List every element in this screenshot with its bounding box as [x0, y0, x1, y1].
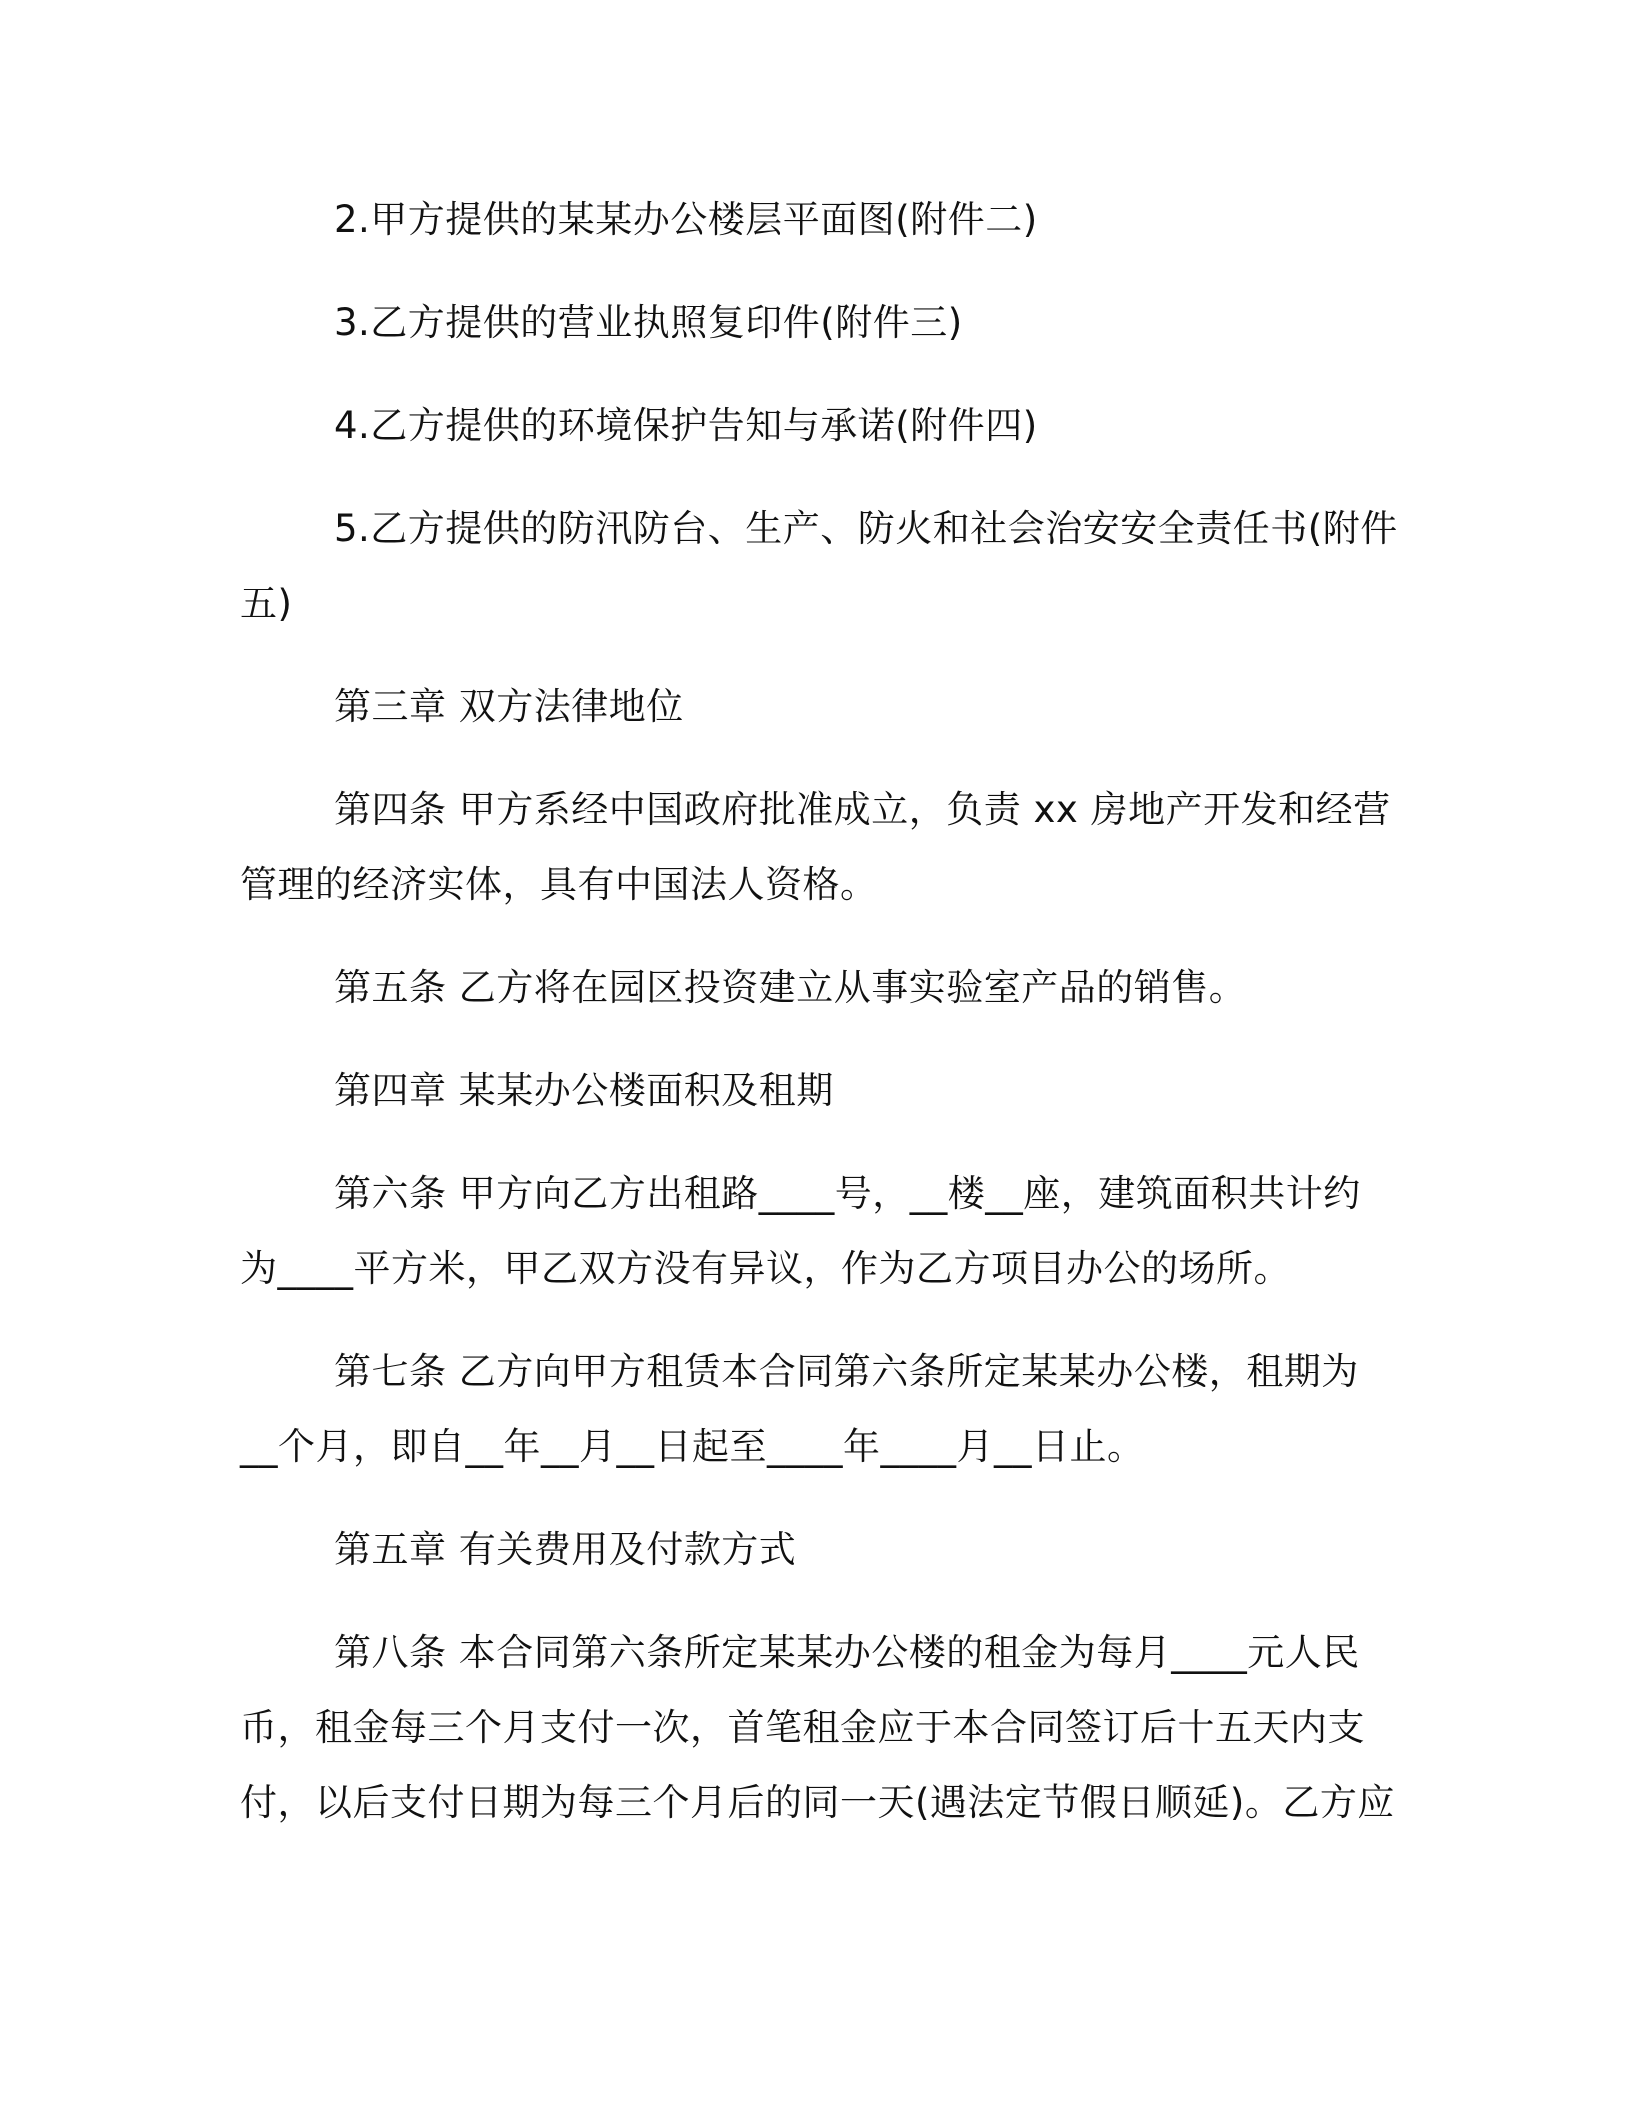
article-4-line-2: 管理的经济实体，具有中国法人资格。: [240, 863, 878, 906]
attachment-3-line: 3.乙方提供的营业执照复印件(附件三): [334, 301, 963, 344]
chapter-4-heading: 第四章 某某办公楼面积及租期: [334, 1069, 834, 1112]
attachment-5-line: 5.乙方提供的防汛防台、生产、防火和社会治安安全责任书(附件: [334, 507, 1398, 550]
article-8-line-3: 付，以后支付日期为每三个月后的同一天(遇法定节假日顺延)。乙方应: [240, 1781, 1395, 1824]
article-4-line-1: 第四条 甲方系经中国政府批准成立，负责 xx 房地产开发和经营: [334, 788, 1391, 831]
article-6-line-1: 第六条 甲方向乙方出租路____号，__楼__座，建筑面积共计约: [334, 1172, 1361, 1215]
chapter-5-heading: 第五章 有关费用及付款方式: [334, 1528, 797, 1571]
attachment-5-continuation: 五): [240, 582, 293, 625]
article-6-line-2: 为____平方米，甲乙双方没有异议，作为乙方项目办公的场所。: [240, 1247, 1291, 1290]
article-8-line-1: 第八条 本合同第六条所定某某办公楼的租金为每月____元人民: [334, 1631, 1360, 1674]
article-7-line-2: __个月，即自__年__月__日起至____年____月__日止。: [240, 1425, 1145, 1468]
article-8-line-2: 币，租金每三个月支付一次，首笔租金应于本合同签订后十五天内支: [240, 1706, 1365, 1749]
article-7-line-1: 第七条 乙方向甲方租赁本合同第六条所定某某办公楼，租期为: [334, 1350, 1359, 1393]
attachment-4-line: 4.乙方提供的环境保护告知与承诺(附件四): [334, 404, 1038, 447]
attachment-2-line: 2.甲方提供的某某办公楼层平面图(附件二): [334, 198, 1038, 241]
chapter-3-heading: 第三章 双方法律地位: [334, 685, 684, 728]
article-5-line: 第五条 乙方将在园区投资建立从事实验室产品的销售。: [334, 966, 1247, 1009]
